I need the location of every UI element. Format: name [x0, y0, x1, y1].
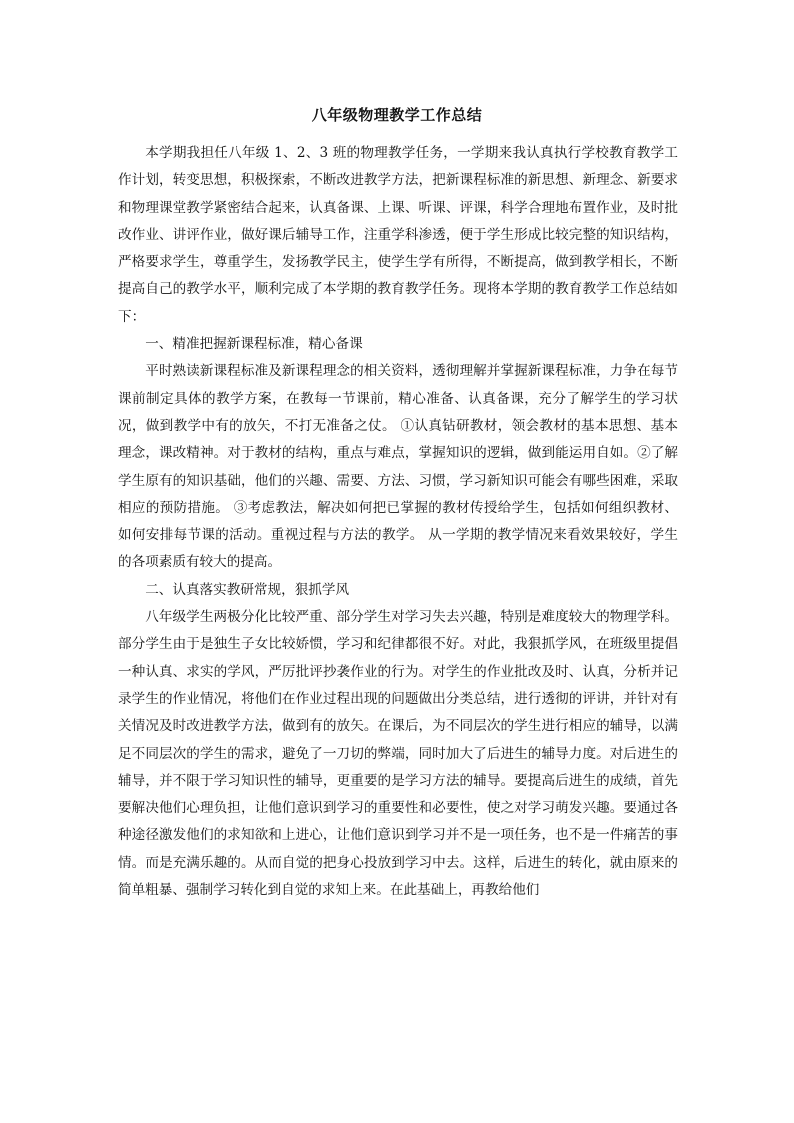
section-heading-1: 一、精准把握新课程标准，精心备课: [145, 336, 363, 353]
intro-paragraph: 本学期我担任八年级 1、2、3 班的物理教学任务，一学期来我认真执行学校教育教学工作计划，转变思想，积极探索，不断改进教学方法，把新课程标准的新思想、新理念、新要求和物理课堂教学紧密结合起来，认真备课、上课、听课、评课，科学合理地布置作业，及时批改作业、讲评作业，做好课后辅导工作，注重学科渗透，便于学生形成比较完整的知识结构，严格要求学生，尊重学生，发扬教学民主，使学生学有所得，不断提高，做到教学相长，不断提高自己的教学水平，顺利完成了本学期的教育教学任务。现将本学期的教育教学工作总结如下：: [118, 145, 678, 325]
document-body: [118, 140, 678, 904]
section-1-paragraph: 平时熟读新课程标准及新课程理念的相关资料，透彻理解并掌握新课程标准，力争在每节课前制定具体的教学方案，在教每一节课前，精心准备、认真备课，充分了解学生的学习状况，做到教学中有的放矢，不打无准备之仗。 ①认真钻研教材，领会教材的基本思想、基本理念，课改精神。对于教材的结构，重点与难点，掌握知识的逻辑，做到能运用自如。②了解学生原有的知识基础，他们的兴趣、需要、方法、习惯，学习新知识可能会有哪些困难，采取相应的预防措施。 ③考虑教法，解决如何把已掌握的教材传授给学生，包括如何组织教材、如何安排每节课的活动。重视过程与方法的教学。 从一学期的教学情况来看效果较好，学生的各项素质有较大的提高。: [118, 363, 678, 571]
document-title: 八年级物理教学工作总结: [311, 106, 483, 124]
section-2-paragraph: 八年级学生两极分化比较严重、部分学生对学习失去兴趣，特别是难度较大的物理学科。部分学生由于是独生子女比较娇惯，学习和纪律都很不好。对此，我狠抓学风，在班级里提倡一种认真、求实的学风，严厉批评抄袭作业的行为。对学生的作业批改及时、认真，分析并记录学生的作业情况，将他们在作业过程出现的问题做出分类总结，进行透彻的评讲，并针对有关情况及时改进教学方法，做到有的放矢。在课后，为不同层次的学生进行相应的辅导，以满足不同层次的学生的需求，避免了一刀切的弊端，同时加大了后进生的辅导力度。对后进生的辅导，并不限于学习知识性的辅导，更重要的是学习方法的辅导。要提高后进生的成绩，首先要解决他们心理负担，让他们意识到学习的重要性和必要性，使之对学习萌发兴趣。要通过各种途径激发他们的求知欲和上进心，让他们意识到学习并不是一项任务，也不是一件痛苦的事情。而是充满乐趣的。从而自觉的把身心投放到学习中去。这样，后进生的转化，就由原来的简单粗暴、强制学习转化到自觉的求知上来。在此基础上，再教给他们: [118, 609, 678, 899]
section-heading-2: 二、认真落实教研常规，狠抓学风: [145, 581, 350, 598]
